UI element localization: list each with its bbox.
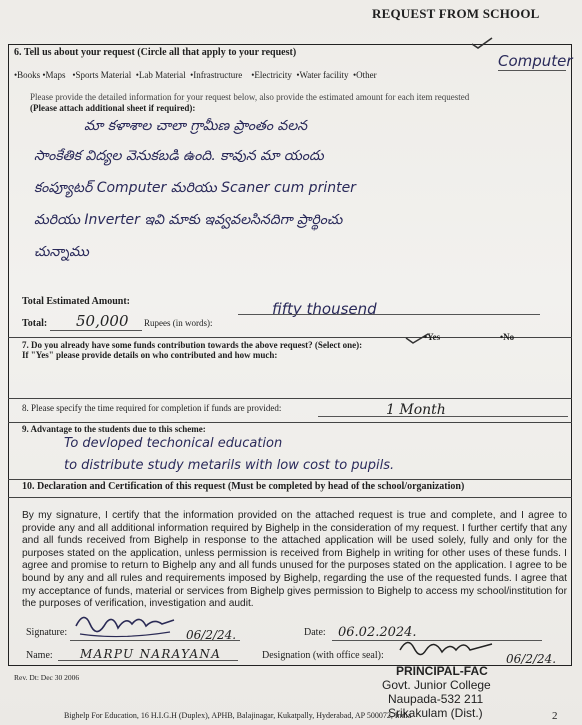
stamp-line-2: Govt. Junior College [382,678,491,692]
section7-detail: If "Yes" please provide details on who contributed and how much: [22,350,278,360]
section7-no: •No [500,332,515,342]
option-electricity: •Electricity [251,70,292,80]
option-infrastructure: •Infrastructure [190,70,243,80]
section6-title: 6. Tell us about your request (Circle all that apply to your request) [14,47,297,58]
request-line-3: కంప్యూటర్ Computer మరియు Scaner cum printer [34,180,356,196]
request-line-2: సాంకేతిక విద్యల వెనుకబడి ఉంది. కావున మా యందు [34,148,324,164]
words-underline [238,314,540,315]
section7-yes: •Yes [424,332,441,342]
revision-date: Rev. Dt: Dec 30 2006 [14,673,80,682]
checkmark-icon [470,36,494,50]
designation-signature-image [396,634,506,662]
section9-question: 9. Advantage to the students due to this scheme: [22,424,206,434]
designation-date: 06/2/24. [506,652,557,666]
divider-8 [8,398,572,399]
date-value: 06.02.2024. [338,625,417,640]
date-label: Date: [304,627,326,638]
option-lab: •Lab Material [135,70,186,80]
section8-underline [318,416,568,417]
page-number: 2 [552,710,558,722]
stamp-line-1: PRINCIPAL-FAC [396,664,488,678]
name-label: Name: [26,650,53,661]
designation-label: Designation (with office seal): [262,650,384,661]
option-water: •Water facility [296,70,349,80]
signature-date: 06/2/24. [186,628,237,642]
name-value: MARPU NARAYANA [80,647,222,661]
section6-options [14,70,377,80]
request-line-4: మరియు Inverter ఇవి మాకు ఇవ్వవలసినదిగా ప్రార్థించు [34,212,343,228]
total-value: 50,000 [76,312,129,330]
divider-9 [8,422,572,423]
divider-10b [8,497,572,498]
total-label: Total: [22,318,48,329]
option-sports: •Sports Material [72,70,132,80]
option-other: •Other [353,70,377,80]
name-underline [58,660,238,661]
form-header: REQUEST FROM SCHOOL [372,6,540,21]
words-label: Rupees (in words): [144,318,213,328]
footer-address: Bighelp For Education, 16 H.I.G.H (Duplex), APHB, Balajinagar, Kukatpally, Hyderabad, AP 500072, India [64,711,412,720]
total-underline [50,330,142,331]
stamp-line-4: Srikakulam (Dist.) [388,706,483,720]
signature-label: Signature: [26,627,68,638]
section8-question: 8. Please specify the time required for completion if funds are provided: [22,403,282,413]
section6-instruction-1: Please provide the detailed information for your request below, also provide the estimated amount for each item requested [30,92,470,102]
section9-answer-1: To devloped techonical education [64,436,283,451]
signature-image [70,606,180,642]
stamp-line-3: Naupada-532 211 [388,692,484,706]
other-underline [498,70,566,71]
section9-answer-2: to distribute study metarils with low cost to pupils. [64,458,395,473]
section6-instruction-2: (Please attach additional sheet if required): [30,103,196,113]
request-line-5: చున్నాము [34,244,89,260]
option-maps: •Maps [42,70,66,80]
declaration-text: By my signature, I certify that the information provided on the attached request is true and complete, and I agree to provide any and all additional information required by Bighelp in the consideration of my request. I further certify that any and all funds received from Bighelp in response to the attached application will be used solely, fully and only for the purposes stated on the application, unless permission is received from Bighelp in writing for other uses of these funds. I agree and promise to return to Bighelp any and all funds unused for the purposes stated on the application. I agree to be bound by any and all rules and requirements imposed by Bighelp, regarding the use of the requested funds. I agree that my acceptance of funds, material or services from Bighelp gives permission to Bighelp to access my school/institution for the purposes of verification, investigation and audit. [22,510,567,610]
divider-7 [8,337,572,338]
section8-answer: 1 Month [386,402,446,418]
other-value: Computer [498,52,573,70]
estimate-heading: Total Estimated Amount: [22,296,130,307]
words-value: fifty thousend [272,300,377,318]
section7-question: 7. Do you already have some funds contribution towards the above request? (Select one): [22,340,363,350]
section10-title: 10. Declaration and Certification of this request (Must be completed by head of the school/organization) [22,481,465,492]
divider-10 [8,479,572,480]
signature-underline [70,640,240,641]
option-books: •Books [14,70,41,80]
request-line-1: మా కళాశాల చాలా గ్రామీణ ప్రాంతం వలన [84,118,308,134]
